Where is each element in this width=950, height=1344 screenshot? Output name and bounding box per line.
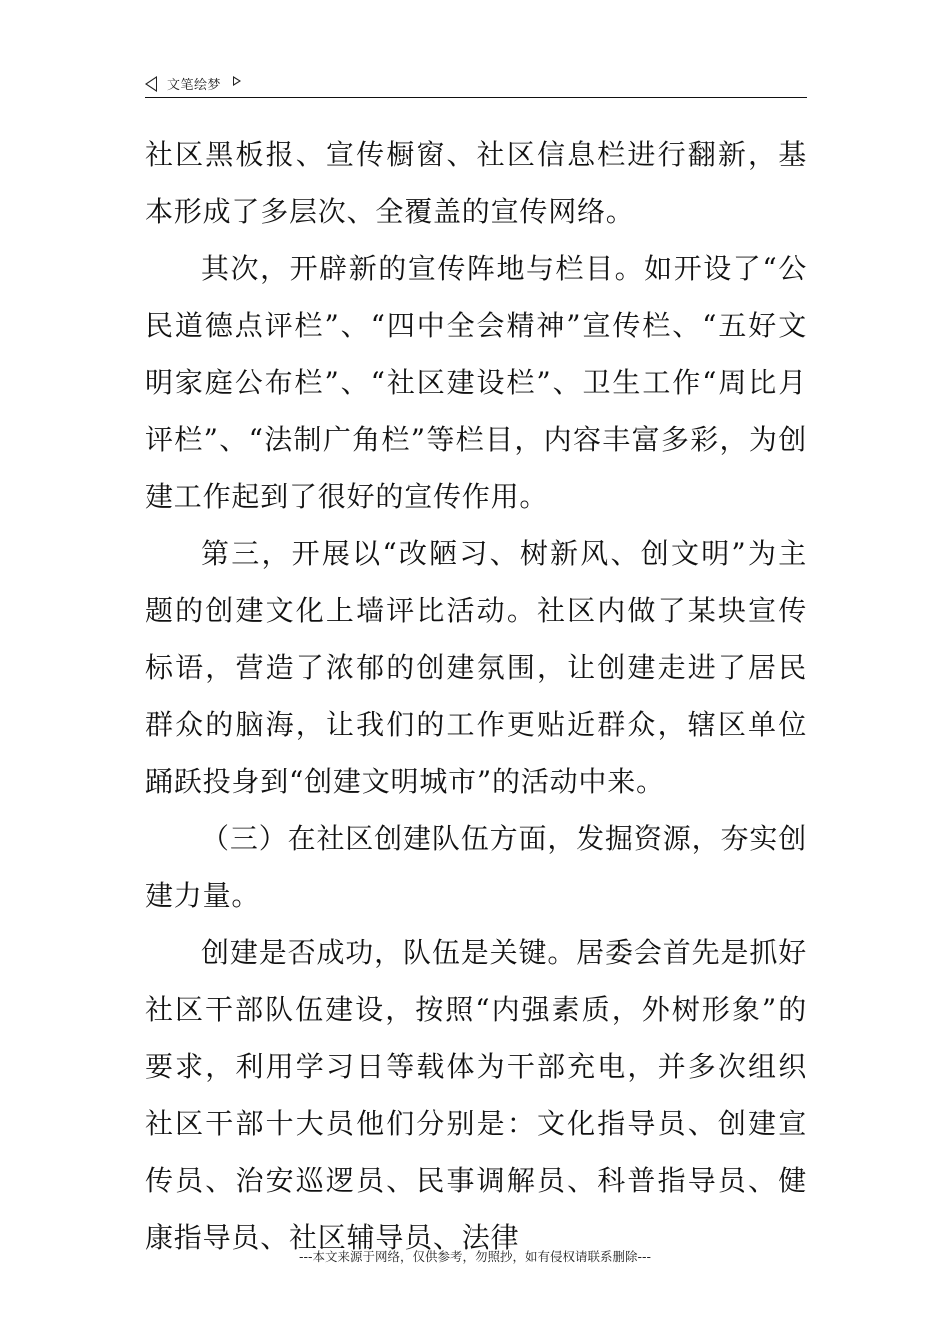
document-body bbox=[145, 126, 807, 1266]
triangle-right-icon bbox=[233, 76, 241, 86]
header-divider bbox=[145, 97, 807, 98]
triangle-left-icon bbox=[145, 76, 157, 92]
page-footer-disclaimer: ---本文来源于网络，仅供参考，勿照抄，如有侵权请联系删除--- bbox=[298, 1249, 652, 1264]
paragraph-4-heading: （三）在社区创建队伍方面，发掘资源，夯实创建力量。 bbox=[145, 822, 807, 912]
page-header bbox=[145, 70, 805, 98]
paragraph-3: 第三，开展以“改陋习、树新风、创文明”为主题的创建文化上墙评比活动。社区内做了某块宣传标语，营造了浓郁的创建氛围，让创建走进了居民群众的脑海，让我们的工作更贴近群众，辖区单位踊跃投身到“创建文明城市”的活动中来。 bbox=[145, 537, 807, 798]
header-title: 文笔绘梦 bbox=[167, 78, 222, 93]
header-brand bbox=[145, 74, 241, 93]
paragraph-2: 其次，开辟新的宣传阵地与栏目。如开设了“公民道德点评栏”、“四中全会精神”宣传栏、“五好文明家庭公布栏”、“社区建设栏”、卫生工作“周比月评栏”、“法制广角栏”等栏目，内容丰富多彩，为创建工作起到了很好的宣传作用。 bbox=[145, 252, 807, 513]
paragraph-1: 社区黑板报、宣传橱窗、社区信息栏进行翻新，基本形成了多层次、全覆盖的宣传网络。 bbox=[145, 138, 807, 228]
paragraph-5: 创建是否成功，队伍是关键。居委会首先是抓好社区干部队伍建设，按照“内强素质，外树形象”的要求，利用学习日等载体为干部充电，并多次组织社区干部十大员他们分别是：文化指导员、创建宣传员、治安巡逻员、民事调解员、科普指导员、健康指导员、社区辅导员、法律 bbox=[145, 936, 807, 1254]
